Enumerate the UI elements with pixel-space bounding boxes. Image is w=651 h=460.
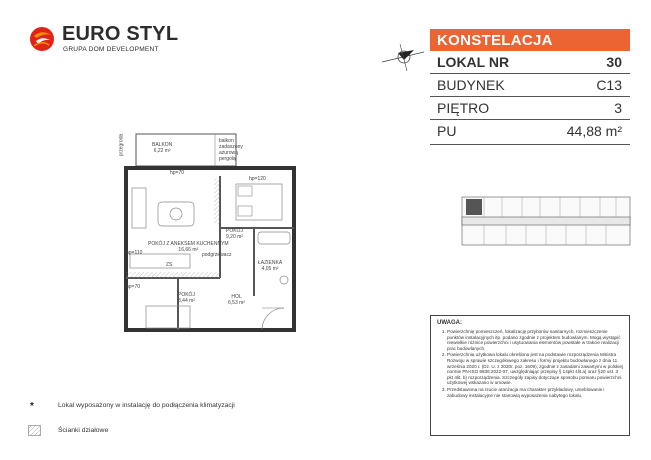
- project-header: [430, 29, 630, 51]
- room2-label: POKÓJ 8,44 m²: [178, 292, 195, 304]
- side-note: przegroda: [118, 133, 125, 157]
- note-item-1: 1. Powierzchnię pomieszczeń, lokalizację przyborów sanitarnych, rozmieszczenie punktów instalacyjnych itp. podano zgodnie z projektem budowlanym. Mogą wystąpić niewielkie różnice powierzchni i usytuowania elementów powstałe w trakcie realizacji prac budowlanych.: [447, 329, 623, 351]
- ac-legend-text: Lokal wyposażony w instalację do podłączenia klimatyzacji: [58, 402, 235, 409]
- pietro-label: PIĘTRO: [437, 100, 490, 116]
- notes-list: [437, 329, 623, 398]
- height-label-2: hp=120: [249, 176, 266, 182]
- height-label-4: hp=70: [126, 284, 141, 290]
- walls-legend-text: Ścianki działowe: [58, 427, 109, 434]
- info-row-lokal: [430, 51, 630, 74]
- brand-tagline: GRUPA DOM DEVELOPMENT: [63, 46, 159, 53]
- living-room-label: POKÓJ Z ANEKSEM KUCHENNYM 16,66 m²: [148, 241, 229, 253]
- floor-plan: [118, 128, 308, 338]
- hall-label: HOL 6,53 m²: [228, 294, 245, 306]
- notes-title: UWAGA:: [437, 320, 462, 326]
- north-arrow-icon: [380, 40, 426, 74]
- info-row-pu: [430, 120, 630, 145]
- height-label-1: hp=70: [170, 170, 185, 176]
- budynek-label: BUDYNEK: [437, 77, 505, 93]
- info-row-pietro: [430, 97, 630, 120]
- lokal-label: LOKAL NR: [437, 54, 510, 70]
- kitchen-note: podgrzewacz: [202, 252, 232, 258]
- notes-box: [430, 315, 630, 436]
- ac-symbol: *: [30, 401, 34, 412]
- pu-value: 44,88 m²: [566, 123, 622, 139]
- pu-label: PU: [437, 123, 457, 139]
- info-row-budynek: [430, 74, 630, 97]
- zs-mark: ZS: [166, 262, 173, 268]
- euro-styl-logo-mark-icon: [29, 26, 55, 52]
- pergola-note: balkon zadaszony ażurową pergolą: [219, 138, 243, 162]
- building-key-plan: [460, 193, 632, 249]
- height-label-3: hp=110: [126, 250, 143, 256]
- highlighted-unit: [466, 199, 482, 215]
- budynek-value: C13: [596, 77, 622, 93]
- note-item-2: 2. Powierzchnia użytkowa lokalu określona jest na podstawie rozporządzenia Ministra Rozwoju w sprawie szczegółowego zakresu i formy projektu budowlanego z dnia 11 września 2020 r. (Dz. U. z 2020r. poz. 1609), zgodnie z zasadami zawartymi w polskiej normie PN-ISO 9836:2022-07, uwzględniając przepisy § 14pkt 4lit.a) oraz §20 ust. 3 pkt 4lit. b) rozporządzenia. Szczegóły zapisy dotyczące sposobu pomiaru powierzchni użytkowej wskazano w umowie.: [447, 352, 623, 386]
- project-name: KONSTELACJA: [437, 32, 553, 49]
- lokal-value: 30: [606, 54, 622, 70]
- floor-plan-drawing: [118, 128, 308, 338]
- bathroom-label: ŁAZIENKA 4,05 m²: [258, 260, 283, 272]
- brand-name: EURO STYL: [62, 23, 179, 45]
- room1-label: POKÓJ 9,20 m²: [226, 228, 243, 240]
- hatch-icon: [28, 425, 41, 436]
- logo: [29, 22, 179, 62]
- pietro-value: 3: [614, 100, 622, 116]
- note-item-3: 3. Przedstawiona na rzucie aranżacja ma charakter przykładowy, umeblowanie i zabudowy instalacyjne nie stanowią wyposażenia nabytego lokalu.: [447, 387, 623, 398]
- balcony-label: BALKON 6,22 m²: [152, 142, 173, 154]
